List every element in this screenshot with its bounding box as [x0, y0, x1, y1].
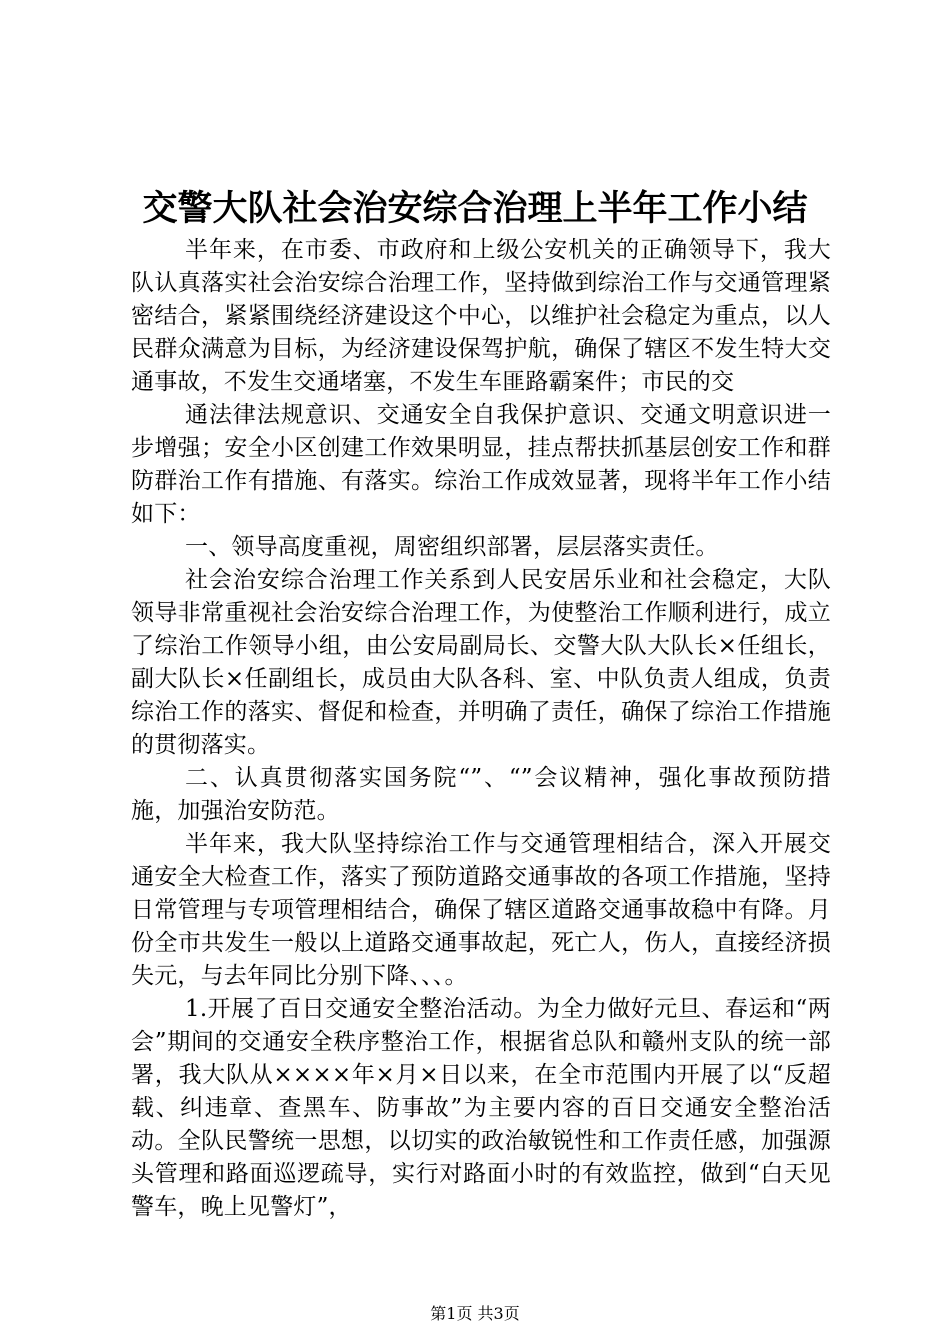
section-heading: 二、认真贯彻落实国务院“”、“”会议精神，强化事故预防措施，加强治安防范。	[131, 765, 831, 824]
paragraph: 半年来，在市委、市政府和上级公安机关的正确领导下，我大队认真落实社会治安综合治理工作，坚持做到综治工作与交通管理紧密结合，紧紧围绕经济建设这个中心，以维护社会稳定为重点，以人民群众满意为目标，为经济建设保驾护航，确保了辖区不发生特大交通事故，不发生交通堵塞，不发生车匪路霸案件；市民的交	[131, 237, 831, 395]
document-title: 交警大队社会治安综合治理上半年工作小结	[142, 188, 808, 229]
document-body	[131, 234, 831, 1224]
paragraph: 通法律法规意识、交通安全自我保护意识、交通文明意识进一步增强；安全小区创建工作效果明显，挂点帮扶抓基层创安工作和群防群治工作有措施、有落实。综治工作成效显著，现将半年工作小结如下：	[131, 402, 831, 527]
paragraph: 1.开展了百日交通安全整治活动。为全力做好元旦、春运和“两会”期间的交通安全秩序整治工作，根据省总队和赣州支队的统一部署，我大队从××××年×月×日以来，在全市范围内开展了以“反超载、纠违章、查黑车、防事故”为主要内容的百日交通安全整治活动。全队民警统一思想，以切实的政治敏锐性和工作责任感，加强源头管理和路面巡逻疏导，实行对路面小时的有效监控，做到“白天见警车，晚上见警灯”，	[131, 996, 831, 1220]
paragraph: 半年来，我大队坚持综治工作与交通管理相结合，深入开展交通安全大检查工作，落实了预防道路交通事故的各项工作措施，坚持日常管理与专项管理相结合，确保了辖区道路交通事故稳中有降。月份全市共发生一般以上道路交通事故起，死亡人，伤人，直接经济损失元，与去年同比分别下降、、、。	[131, 831, 831, 989]
section-heading: 一、领导高度重视，周密组织部署，层层落实责任。	[185, 534, 719, 560]
paragraph: 社会治安综合治理工作关系到人民安居乐业和社会稳定，大队领导非常重视社会治安综合治理工作，为使整治工作顺利进行，成立了综治工作领导小组，由公安局副局长、交警大队大队长×任组长，副大队长×任副组长，成员由大队各科、室、中队负责人组成，负责综治工作的落实、督促和检查，并明确了责任，确保了综治工作措施的贯彻落实。	[131, 567, 831, 758]
page-number-footer: 第1页 共3页	[430, 1304, 520, 1323]
